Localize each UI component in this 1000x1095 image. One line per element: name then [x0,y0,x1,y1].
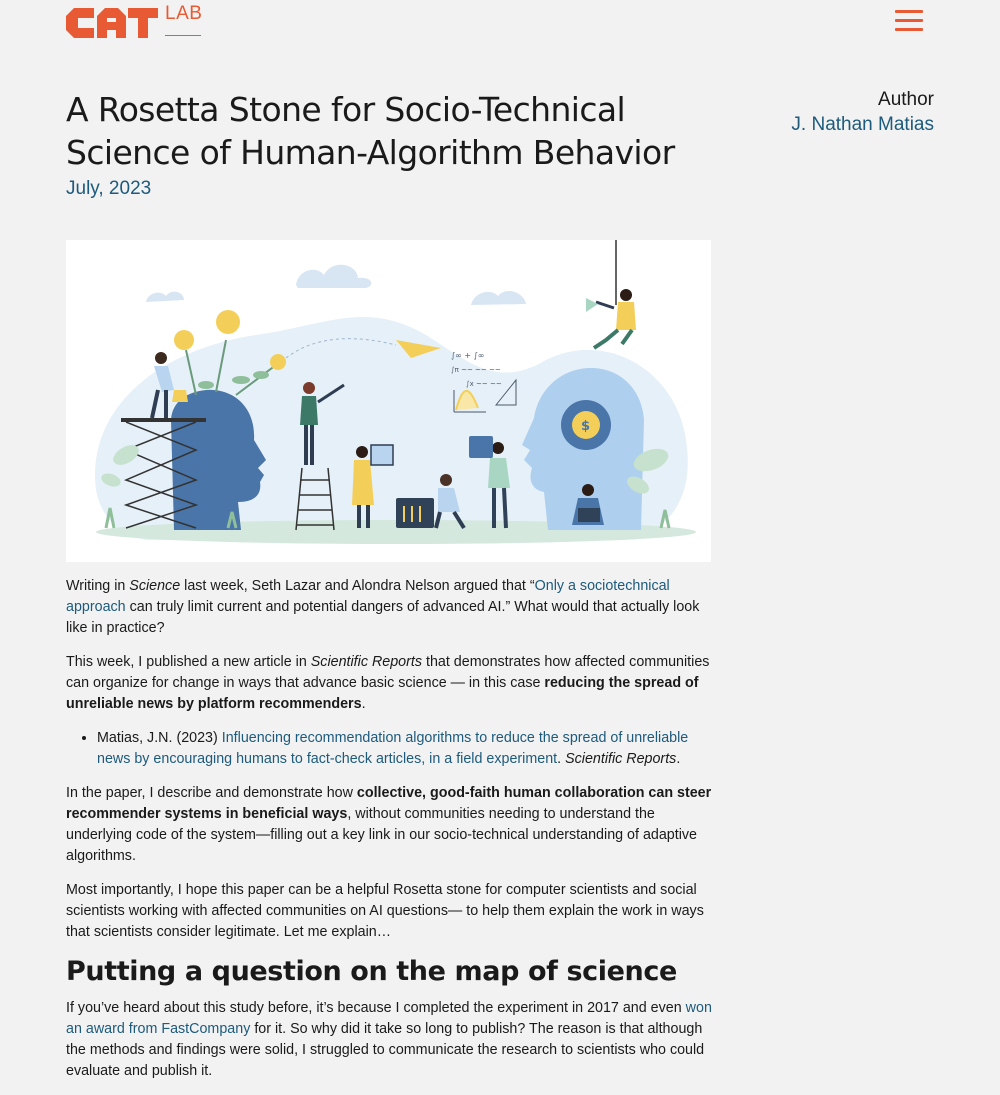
author-link[interactable]: J. Nathan Matias [791,114,934,135]
cat-logo-icon [66,8,158,38]
lightbulb-icon [270,354,286,370]
site-header [0,0,1000,60]
hero-illustration [66,240,711,562]
cloud-icon [471,291,526,305]
citation-item: • Matias, J.N. (2023) Influencing recommendation algorithms to reduce the spread of unreliable news by encouraging humans to fact-check articles, in a field experiment. Scientific Reports. [97,728,716,770]
svg-text:∫x ~~ ~~: ∫x ~~ ~~ [466,380,502,388]
hamburger-menu-icon[interactable] [895,10,923,34]
lightbulb-icon [216,310,240,334]
illustration-svg [66,240,711,562]
svg-text:∫∞ + ∫∞: ∫∞ + ∫∞ [451,351,485,360]
cloud-icon [296,265,371,288]
paragraph-description: In the paper, I describe and demonstrate how collective, good-faith human collaboration can steer recommender systems in beneficial ways, without communities needing to understand the underlying code of the system—filling out a key link in our socio-technical understanding of adaptive algorithms. [66,785,712,864]
logo-lab-text: LAB [165,3,203,24]
section-heading: Putting a question on the map of science [66,956,677,987]
publish-date: July, 2023 [66,178,152,199]
citation-list [66,728,716,770]
fastcompany-award-link[interactable]: won an award from FastCompany [66,1000,712,1037]
paragraph-rosetta: Most importantly, I hope this paper can be a helpful Rosetta stone for computer scientists and social scientists working with affected communities on AI questions— to help them explain the work in ways that scientists consider legitimate. Let me explain… [66,882,704,940]
page-title: A Rosetta Stone for Socio-Technical Science of Human-Algorithm Behavior [66,90,675,172]
article-body [66,576,716,1095]
svg-text:∫π ~~ ~~ ~~: ∫π ~~ ~~ ~~ [451,366,501,374]
cat-lab-logo[interactable] [66,5,206,41]
sociotechnical-approach-link[interactable]: Only a sociotechnical approach [66,578,670,615]
logo-underline [165,35,201,36]
author-label: Author [878,89,934,110]
cloud-icon [146,292,184,302]
paper-link[interactable]: Influencing recommendation algorithms to reduce the spread of unreliable news by encouraging humans to fact-check articles, in a field experiment [97,730,689,767]
paragraph-intro: Writing in Science last week, Seth Lazar and Alondra Nelson argued that “Only a sociotechnical approach can truly limit current and potential dangers of advanced AI.” What would that actually look like in practice? [66,578,700,636]
lightbulb-icon [174,330,194,350]
paragraph-publication: This week, I published a new article in Scientific Reports that demonstrates how affected communities can organize for change in ways that advance basic science — in this case reducing the spread of unreliable news by platform recommenders. [66,654,710,712]
paragraph-history: If you’ve heard about this study before, it’s because I completed the experiment in 2017 and even won an award from FastCompany for it. So why did it take so long to publish? The reason is that although the methods and findings were solid, I struggled to communicate the research to scientists who could evaluate and publish it. [66,1000,712,1079]
author-block [791,88,934,138]
svg-text:$: $ [581,419,591,434]
